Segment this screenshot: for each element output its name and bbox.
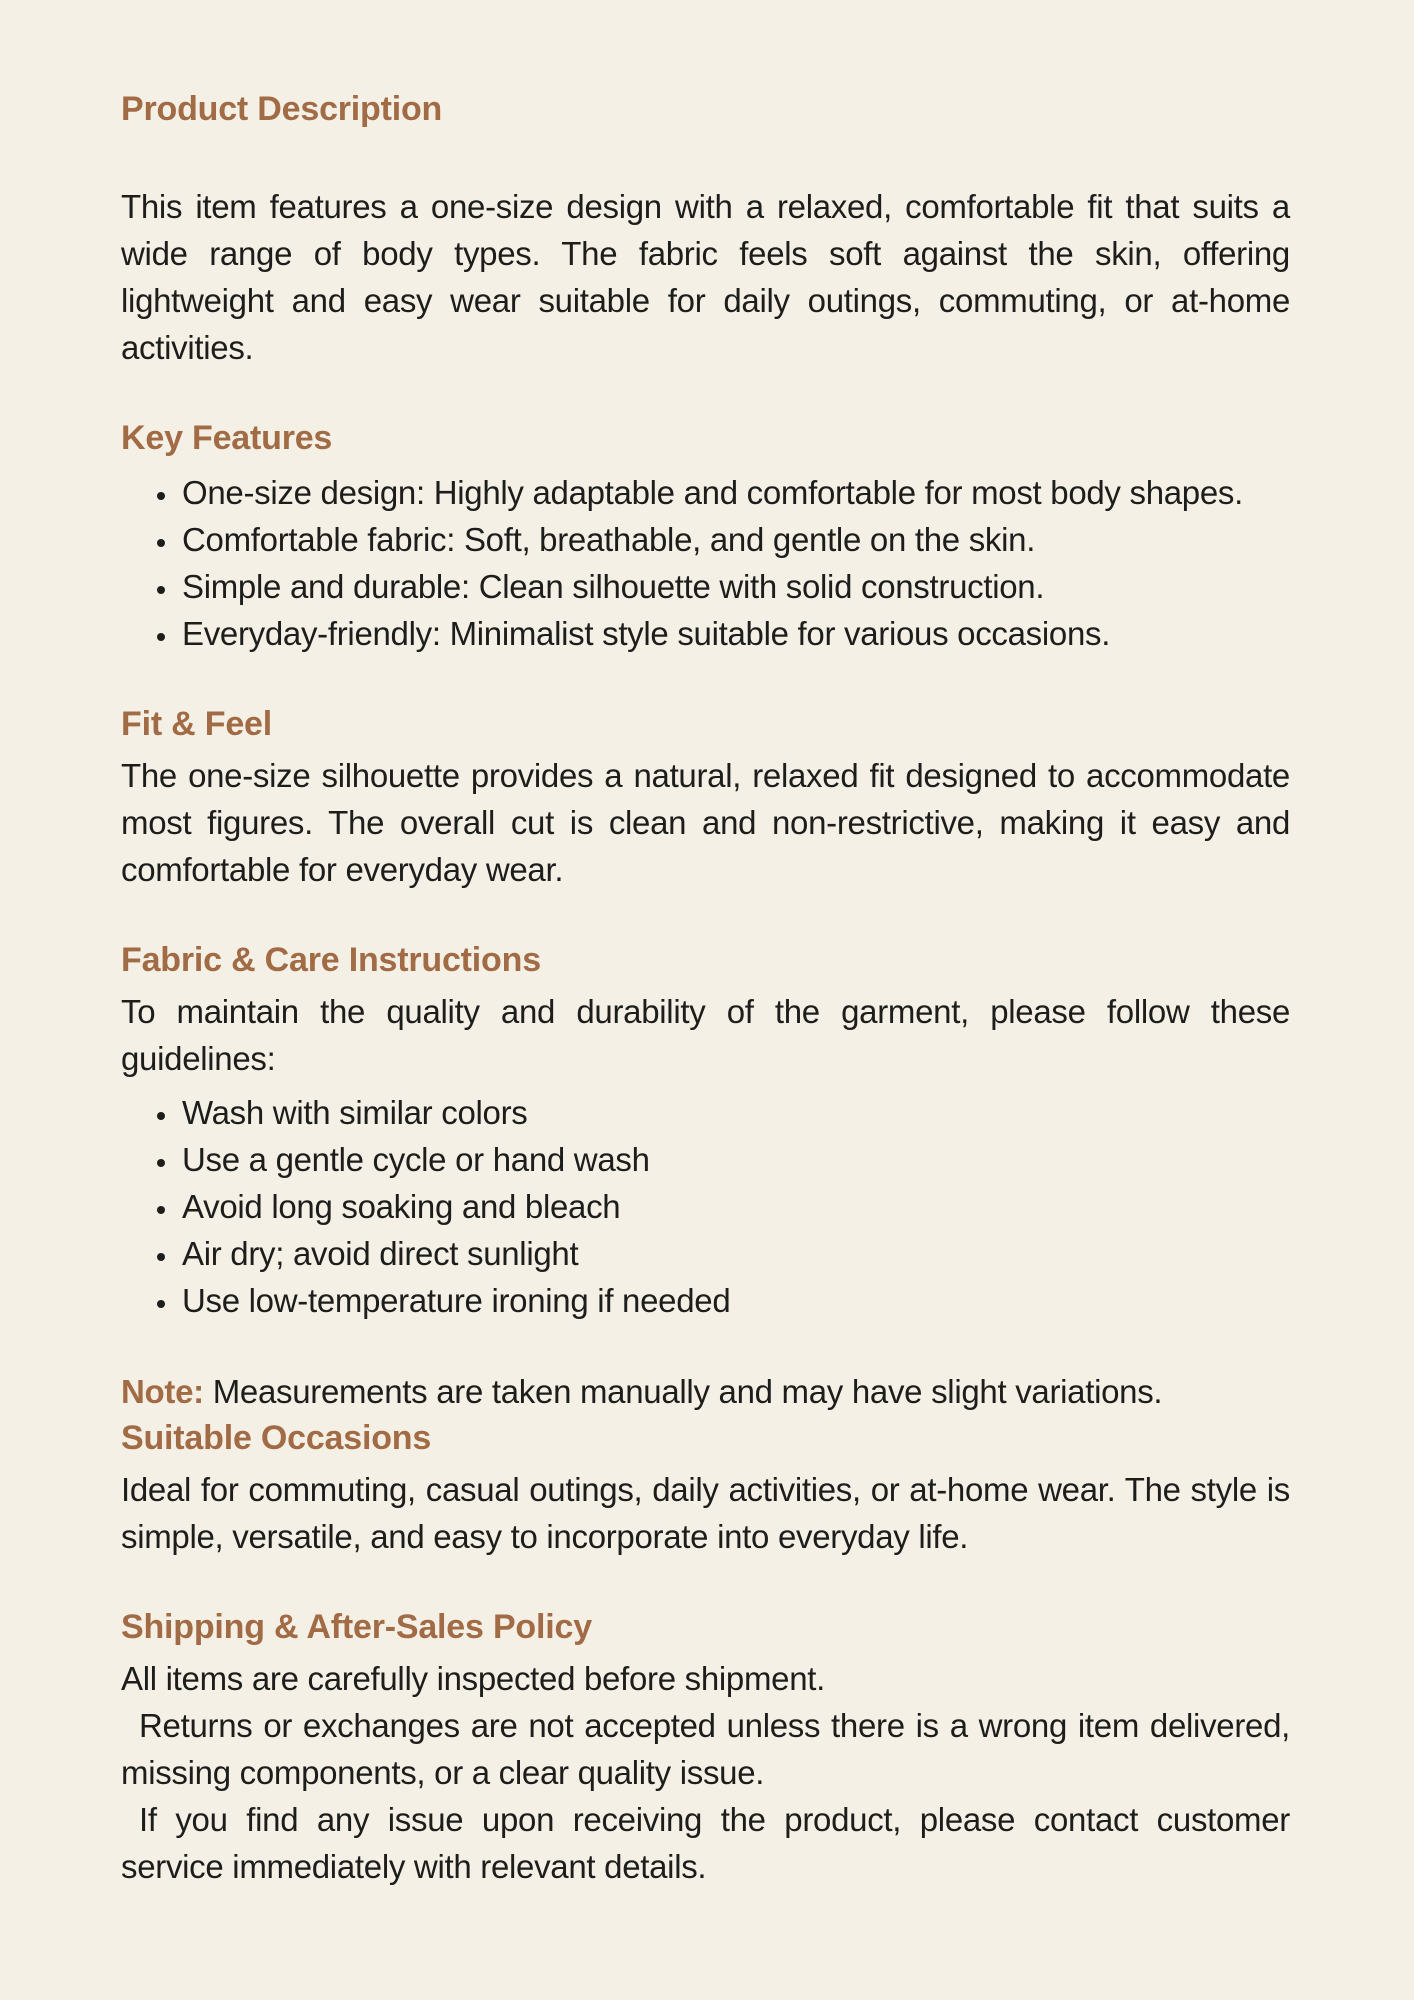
key-features-list	[121, 469, 1290, 657]
section-heading-key-features: Key Features	[121, 419, 333, 457]
section-heading-suitable-occasions: Suitable Occasions	[121, 1419, 432, 1457]
note-label: Note:	[121, 1373, 204, 1410]
section-heading-fit-feel: Fit & Feel	[121, 705, 273, 743]
fit-feel-paragraph: The one-size silhouette provides a natural, relaxed fit designed to accommodate most figures. The overall cut is clean and non-restrictive, making it easy and comfortable for everyday wear.	[121, 757, 1290, 888]
section-heading-product-description: Product Description	[121, 90, 443, 128]
note-text: Measurements are taken manually and may have slight variations.	[212, 1373, 1163, 1410]
care-instructions-list	[121, 1089, 1290, 1324]
list-item: • One-size design: Highly adaptable and comfortable for most body shapes.	[180, 469, 1290, 516]
section-heading-shipping-policy: Shipping & After-Sales Policy	[121, 1608, 592, 1646]
list-item: • Everyday-friendly: Minimalist style suitable for various occasions.	[180, 610, 1290, 657]
suitable-occasions-paragraph: Ideal for commuting, casual outings, daily activities, or at-home wear. The style is simple, versatile, and easy to incorporate into everyday life.	[121, 1471, 1290, 1555]
fabric-care-intro: To maintain the quality and durability of the garment, please follow these guidelines:	[121, 993, 1290, 1077]
list-item: • Use low-temperature ironing if needed	[180, 1277, 1290, 1324]
shipping-policy-paragraph: Returns or exchanges are not accepted unless there is a wrong item delivered, missing components, or a clear quality issue.	[121, 1707, 1290, 1791]
shipping-policy-paragraph: All items are carefully inspected before shipment.	[121, 1660, 826, 1697]
list-item: • Use a gentle cycle or hand wash	[180, 1136, 1290, 1183]
section-heading-fabric-care: Fabric & Care Instructions	[121, 941, 541, 979]
shipping-policy-paragraph: If you find any issue upon receiving the product, please contact customer service immediately with relevant details.	[121, 1801, 1290, 1885]
list-item: • Avoid long soaking and bleach	[180, 1183, 1290, 1230]
list-item: • Comfortable fabric: Soft, breathable, and gentle on the skin.	[180, 516, 1290, 563]
list-item: • Simple and durable: Clean silhouette with solid construction.	[180, 563, 1290, 610]
product-description-paragraph: This item features a one-size design with a relaxed, comfortable fit that suits a wide range of body types. The fabric feels soft against the skin, offering lightweight and easy wear suitable for daily outings, commuting, or at-home activities.	[121, 188, 1290, 366]
note-line	[121, 1368, 1290, 1415]
list-item: • Air dry; avoid direct sunlight	[180, 1230, 1290, 1277]
list-item: • Wash with similar colors	[180, 1089, 1290, 1136]
